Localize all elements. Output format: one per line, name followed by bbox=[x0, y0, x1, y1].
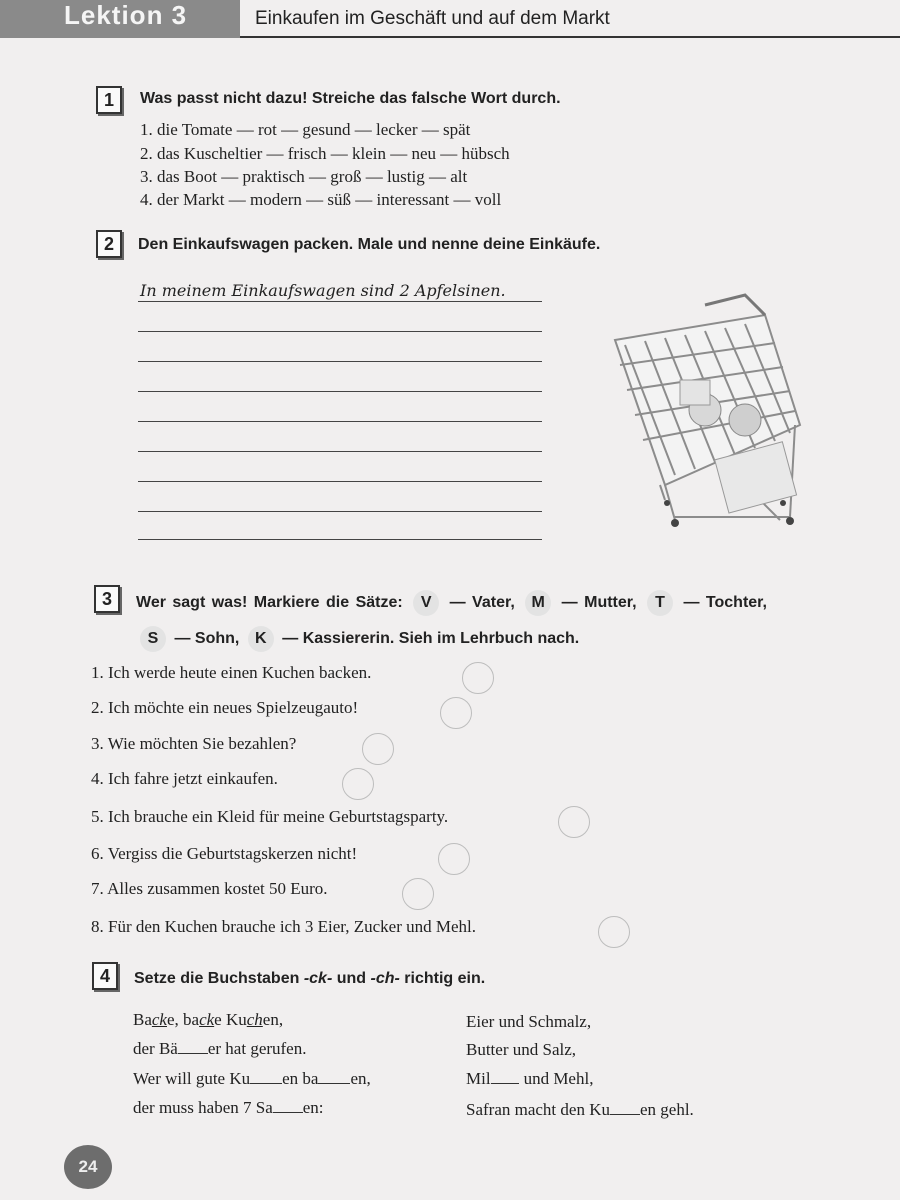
sentence-row bbox=[91, 663, 371, 683]
task-4-number: 4 bbox=[92, 962, 118, 990]
sentence-row bbox=[91, 844, 357, 864]
verse-text: e, ba bbox=[166, 1010, 200, 1029]
task-1-heading: Was passt nicht dazu! Streiche das falsche Wort durch. bbox=[140, 90, 561, 107]
answer-circle[interactable] bbox=[558, 806, 590, 838]
sentence-row bbox=[91, 769, 278, 789]
task-1-item: 1. die Tomate — rot — gesund — lecker — spät bbox=[140, 120, 471, 139]
task-4-letters-ck: -ck- bbox=[303, 970, 333, 987]
sentence-text: Ich fahre jetzt einkaufen. bbox=[108, 769, 278, 788]
answer-circle[interactable] bbox=[342, 768, 374, 800]
task-1-item: 2. das Kuscheltier — frisch — klein — neu — hübsch bbox=[140, 144, 510, 163]
blank-field[interactable] bbox=[610, 1100, 640, 1115]
writing-line[interactable] bbox=[138, 361, 542, 362]
page-number: 24 bbox=[64, 1145, 112, 1189]
verse-text: en gehl. bbox=[639, 1100, 694, 1119]
task-3-heading-text: Wer sagt was! Markiere die Sätze: bbox=[136, 594, 403, 611]
task-3-number: 3 bbox=[94, 585, 120, 613]
verse-text: er hat gerufen. bbox=[207, 1039, 307, 1058]
verse-line bbox=[133, 1098, 324, 1118]
legend-label-m: — Mutter, bbox=[561, 594, 637, 611]
writing-line bbox=[138, 301, 542, 302]
writing-line[interactable] bbox=[138, 331, 542, 332]
legend-badge-t: T bbox=[647, 590, 673, 616]
verse-line: Butter und Salz, bbox=[466, 1040, 577, 1059]
verse-line bbox=[133, 1069, 371, 1089]
task-4-heading-und: und bbox=[336, 970, 367, 987]
task-4-heading bbox=[134, 970, 485, 988]
task-1-item: 4. der Markt — modern — süß — interessant — voll bbox=[140, 190, 502, 209]
answer-circle[interactable] bbox=[598, 916, 630, 948]
verse-text: Wer will gute Ku bbox=[133, 1069, 251, 1088]
filled-letters: ck bbox=[199, 1010, 215, 1029]
task-2-heading: Den Einkaufswagen packen. Male und nenne deine Einkäufe. bbox=[138, 236, 601, 253]
blank-field[interactable] bbox=[318, 1069, 350, 1084]
filled-letters: ck bbox=[151, 1010, 167, 1029]
verse-line: Eier und Schmalz, bbox=[466, 1012, 592, 1031]
task-3-heading bbox=[136, 590, 767, 616]
verse-line bbox=[466, 1069, 593, 1089]
writing-line[interactable] bbox=[138, 421, 542, 422]
task-4-heading-end: richtig ein. bbox=[404, 970, 486, 987]
handwritten-example: In meinem Einkaufswagen sind 2 Apfelsinen. bbox=[140, 281, 506, 300]
verse-text: en: bbox=[302, 1098, 324, 1117]
task-3-heading-hint: Sieh im Lehrbuch nach. bbox=[398, 630, 580, 647]
sentence-text: Ich möchte ein neues Spielzeugauto! bbox=[108, 698, 359, 717]
answer-circle[interactable] bbox=[438, 843, 470, 875]
sentence-number: 3. bbox=[91, 734, 104, 753]
blank-field[interactable] bbox=[178, 1039, 208, 1054]
verse-text: en ba bbox=[282, 1069, 319, 1088]
sentence-text: Vergiss die Geburtstagskerzen nicht! bbox=[107, 844, 358, 863]
task-4-letters-ch: -ch- bbox=[370, 970, 400, 987]
legend-label-s: — Sohn, bbox=[174, 630, 240, 647]
verse-text: e Ku bbox=[214, 1010, 247, 1029]
task-3-heading-line-2 bbox=[136, 626, 579, 652]
blank-field[interactable] bbox=[491, 1069, 519, 1084]
sentence-row bbox=[91, 917, 476, 937]
sentence-number: 7. bbox=[91, 879, 104, 898]
legend-badge-k: K bbox=[248, 626, 274, 652]
sentence-row bbox=[91, 734, 296, 754]
verse-text: en, bbox=[262, 1010, 284, 1029]
sentence-text: Wie möchten Sie bezahlen? bbox=[107, 734, 297, 753]
verse-text: der Bä bbox=[133, 1039, 178, 1058]
page-title: Einkaufen im Geschäft und auf dem Markt bbox=[255, 8, 610, 29]
answer-circle[interactable] bbox=[462, 662, 494, 694]
blank-field[interactable] bbox=[273, 1098, 303, 1113]
lektion-label: Lektion 3 bbox=[64, 0, 188, 30]
blank-field[interactable] bbox=[250, 1069, 282, 1084]
sentence-text: Für den Kuchen brauche ich 3 Eier, Zucker und Mehl. bbox=[108, 917, 476, 936]
legend-badge-m: M bbox=[525, 590, 551, 616]
verse-text: und Mehl, bbox=[523, 1069, 594, 1088]
writing-line[interactable] bbox=[138, 451, 542, 452]
verse-line bbox=[133, 1010, 283, 1030]
sentence-number: 2. bbox=[91, 698, 104, 717]
writing-line[interactable] bbox=[138, 481, 542, 482]
verse-text: Mil bbox=[466, 1069, 491, 1088]
sentence-number: 4. bbox=[91, 769, 104, 788]
filled-letters: ch bbox=[246, 1010, 263, 1029]
sentence-number: 6. bbox=[91, 844, 104, 863]
verse-line bbox=[133, 1039, 306, 1059]
legend-badge-s: S bbox=[140, 626, 166, 652]
answer-circle[interactable] bbox=[402, 878, 434, 910]
legend-label-t: — Tochter, bbox=[683, 594, 767, 611]
legend-label-v: — Vater, bbox=[449, 594, 515, 611]
verse-text: en, bbox=[350, 1069, 371, 1088]
header-divider bbox=[240, 36, 900, 38]
task-2-number: 2 bbox=[96, 230, 122, 258]
verse-text: Safran macht den Ku bbox=[466, 1100, 610, 1119]
sentence-row bbox=[91, 879, 328, 899]
writing-line[interactable] bbox=[138, 511, 542, 512]
shopping-cart-icon bbox=[605, 285, 805, 530]
sentence-text: Ich werde heute einen Kuchen backen. bbox=[108, 663, 372, 682]
legend-label-k: — Kassiererin. bbox=[282, 630, 395, 647]
legend-badge-v: V bbox=[413, 590, 439, 616]
answer-circle[interactable] bbox=[362, 733, 394, 765]
task-1-item: 3. das Boot — praktisch — groß — lustig — alt bbox=[140, 167, 468, 186]
verse-text: Ba bbox=[133, 1010, 152, 1029]
verse-line bbox=[466, 1100, 694, 1120]
writing-line[interactable] bbox=[138, 539, 542, 540]
sentence-number: 8. bbox=[91, 917, 104, 936]
writing-line[interactable] bbox=[138, 391, 542, 392]
answer-circle[interactable] bbox=[440, 697, 472, 729]
sentence-text: Ich brauche ein Kleid für meine Geburtstagsparty. bbox=[108, 807, 449, 826]
sentence-text: Alles zusammen kostet 50 Euro. bbox=[107, 879, 328, 898]
sentence-number: 5. bbox=[91, 807, 104, 826]
sentence-row bbox=[91, 698, 358, 718]
sentence-number: 1. bbox=[91, 663, 104, 682]
task-4-heading-text: Setze die Buchstaben bbox=[134, 970, 300, 987]
verse-text: der muss haben 7 Sa bbox=[133, 1098, 273, 1117]
task-1-number: 1 bbox=[96, 86, 122, 114]
sentence-row bbox=[91, 807, 448, 827]
